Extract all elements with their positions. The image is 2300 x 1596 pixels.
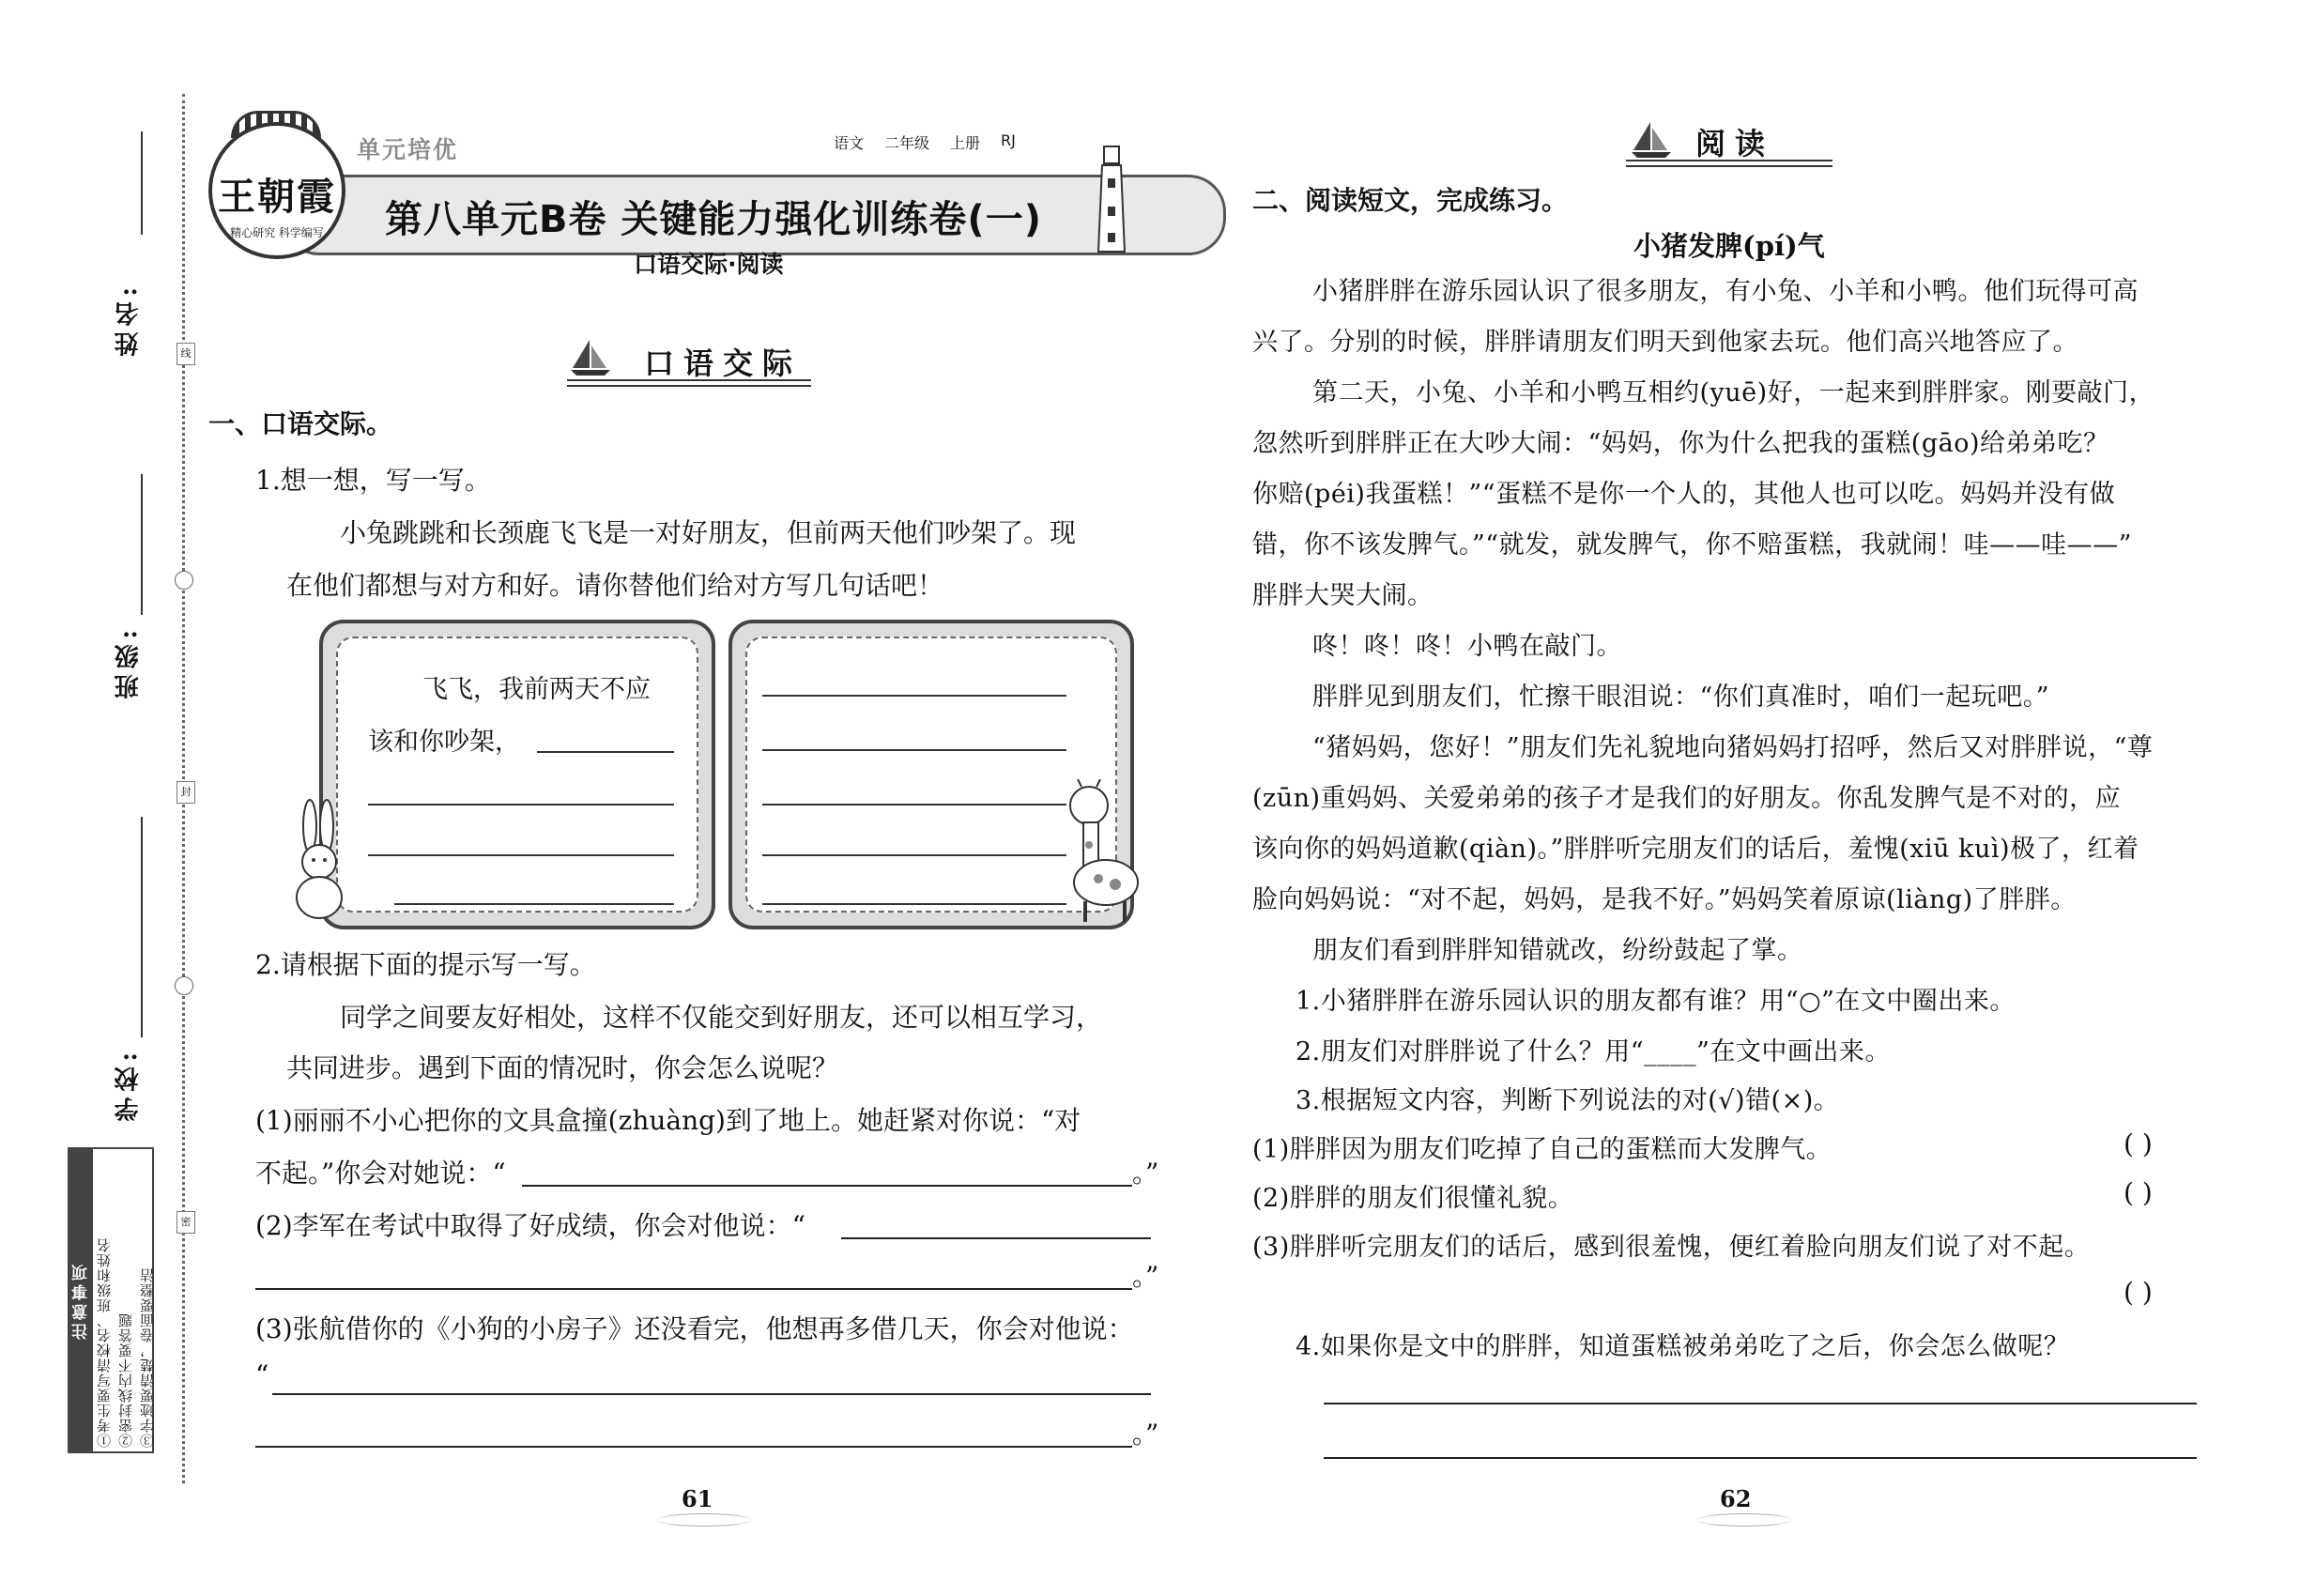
giraffe-illustration [1061,779,1151,926]
scenario-1: (1)丽丽不小心把你的文具盒撞(zhuàng)到了地上。她赶紧对你说：“对 [255,1105,1081,1136]
judge-answer-box-1[interactable]: ( ) [2124,1128,2153,1159]
story-line: 小猪胖胖在游乐园认识了很多朋友，有小兔、小羊和小鸭。他们玩得可高 [1312,277,2139,306]
sailboat-icon [569,338,612,377]
rabbit-illustration [282,798,357,920]
note-item: ①考生要写清校名、班级和姓名 [96,1237,113,1448]
paper-title: 第八单元B卷 关键能力强化训练卷(一) [385,198,1042,241]
section-heading-reading: 阅读 [1695,126,1775,161]
story-line: 胖胖大哭大闹。 [1252,581,1434,610]
brand-slogan: 精心研究 科学编写 [230,226,324,239]
answer-line[interactable] [272,1393,1151,1395]
school-label: 学校: [115,1047,143,1122]
reading-question-2: 2.朋友们对胖胖说了什么？用“____”在文中画出来。 [1296,1037,1891,1067]
name-line [141,131,143,235]
brand-name: 王朝霞 [218,175,336,219]
answer-line[interactable] [1324,1403,2197,1404]
judge-answer-box-2[interactable]: ( ) [2124,1177,2153,1208]
question-1-2-text: 同学之间要友好相处，这样不仅能交到好朋友，还可以相互学习， [340,1002,1103,1033]
meta-subject: 语文 [834,134,865,152]
scenario-3: (3)张航借你的《小狗的小房子》还没看完，他想再多借几天，你会对他说： [255,1313,1134,1344]
scenario-1-end: 。” [1132,1158,1159,1189]
message-card-rabbit [319,620,715,929]
question-1-heading: 一、口语交际。 [208,408,393,439]
school-line [141,817,143,1037]
story-line: 朋友们看到胖胖知错就改，纷纷鼓起了掌。 [1312,936,1803,965]
story-line: (zūn)重妈妈、关爱弟弟的孩子才是我们的好朋友。你乱发脾气是不对的，应 [1252,784,2122,813]
meta-volume: 上册 [950,134,981,152]
story-line: “猪妈妈，您好！”朋友们先礼貌地向猪妈妈打招呼，然后又对胖胖说，“尊 [1312,733,2154,762]
answer-line[interactable] [1324,1457,2197,1459]
grade-meta [834,131,1016,153]
story-line: 你赔(péi)我蛋糕！”“蛋糕不是你一个人的，其他人也可以吃。妈妈并没有做 [1252,480,2116,509]
name-label: 姓名: [115,282,143,357]
note-item: ③字迹要清楚，卷面要整洁 [139,1267,156,1448]
section-underline [567,379,811,387]
notes-box [68,1147,154,1453]
story-line: 脸向妈妈说：“对不起，妈妈，是我不好。”妈妈笑着原谅(liàng)了胖胖。 [1252,885,2077,914]
reading-question-1: 1.小猪胖胖在游乐园认识的朋友都有谁？用“○”在文中圈出来。 [1296,987,2016,1016]
reading-question-4: 4.如果你是文中的胖胖，知道蛋糕被弟弟吃了之后，你会怎么做呢？ [1296,1332,2070,1361]
story-line: 错，你不该发脾气。”“就发，就发脾气，你不赔蛋糕，我就闹！哇——哇——” [1252,530,2132,560]
story-title: 小猪发脾(pí)气 [1633,230,1825,262]
class-label: 班级: [115,624,143,699]
scenario-1-prompt: 不起。”你会对她说：“ [255,1158,506,1189]
card-prompt-line-2: 该和你吵架， [368,728,520,757]
seal-circle-1 [175,571,193,590]
answer-line[interactable] [394,903,674,905]
seal-mark-3: 密 [176,1211,195,1234]
question-1-2: 2.请根据下面的提示写一写。 [255,949,596,980]
story-line: 第二天，小兔、小羊和小鸭互相约(yuē)好，一起来到胖胖家。刚要敲门， [1312,378,2155,407]
brand-logo [208,122,345,259]
seal-mark-1: 线 [176,343,195,365]
story-line: 该向你的妈妈道歉(qiàn)。”胖胖听完朋友们的话后，羞愧(xiū kuì)极了，红着 [1252,835,2139,864]
unit-tag: 单元培优 [357,136,459,163]
scenario-2-end: 。” [1132,1261,1159,1292]
sailboat-icon [1630,120,1673,160]
page-ornament [1697,1513,1791,1527]
answer-line[interactable] [522,1185,1132,1187]
story-line: 兴了。分别的时候，胖胖请朋友们明天到他家去玩。他们高兴地答应了。 [1252,328,2078,357]
story-line: 咚！咚！咚！小鸭在敲门。 [1312,632,1622,661]
page-number-right: 62 [1720,1485,1752,1512]
question-1-1-text: 小兔跳跳和长颈鹿飞飞是一对好朋友，但前两天他们吵架了。现 [340,517,1077,548]
note-item: ②密封线内不要答题 [117,1312,134,1448]
scenario-3-open: “ [255,1359,269,1390]
answer-line[interactable] [841,1237,1151,1239]
answer-line[interactable] [537,751,674,753]
judge-item-1: (1)胖胖因为朋友们吃掉了自己的蛋糕而大发脾气。 [1252,1135,1832,1164]
judge-item-3: (3)胖胖听完朋友们的话后，感到很羞愧，便红着脸向朋友们说了对不起。 [1252,1233,2091,1262]
section-underline [1626,160,1832,167]
section-heading-speaking: 口语交际 [644,345,803,381]
answer-line[interactable] [255,1446,1132,1448]
paper-subtitle: 口语交际·阅读 [634,251,784,278]
judge-answer-box-3[interactable]: ( ) [2124,1277,2153,1308]
question-1-2-text: 共同进步。遇到下面的情况时，你会怎么说呢？ [286,1052,839,1083]
scenario-3-end: 。” [1132,1419,1159,1450]
answer-line[interactable] [762,903,1066,905]
question-1-1-text: 在他们都想与对方和好。请你替他们给对方写几句话吧！ [286,570,944,601]
lighthouse-icon [1093,141,1130,253]
answer-line[interactable] [368,854,674,856]
meta-grade: 二年级 [884,134,930,152]
answer-line[interactable] [762,854,1066,856]
answer-line[interactable] [762,695,1066,697]
meta-edition: RJ [1001,131,1016,149]
seal-mark-2: 封 [176,781,195,804]
reading-question-3: 3.根据短文内容，判断下列说法的对(√)错(×)。 [1296,1086,1840,1115]
seal-circle-2 [175,976,193,995]
page-ornament [657,1513,751,1527]
story-line: 胖胖见到朋友们，忙擦干眼泪说：“你们真准时，咱们一起玩吧。” [1312,683,2050,712]
answer-line[interactable] [762,749,1066,751]
class-line [141,474,143,615]
question-1-1: 1.想一想，写一写。 [255,465,491,496]
page-number-left: 61 [682,1485,713,1512]
story-line: 忽然听到胖胖正在大吵大闹：“妈妈，你为什么把我的蛋糕(gāo)给弟弟吃？ [1252,429,2109,458]
notes-title: 注意事项 [69,1149,93,1451]
scenario-2: (2)李军在考试中取得了好成绩，你会对他说：“ [255,1210,805,1241]
answer-line[interactable] [368,804,674,806]
answer-line[interactable] [255,1288,1132,1290]
answer-line[interactable] [762,804,1066,806]
judge-item-2: (2)胖胖的朋友们很懂礼貌。 [1252,1184,1574,1213]
card-prompt-line-1: 飞飞，我前两天不应 [422,675,651,704]
question-2-heading: 二、阅读短文，完成练习。 [1252,185,1569,216]
